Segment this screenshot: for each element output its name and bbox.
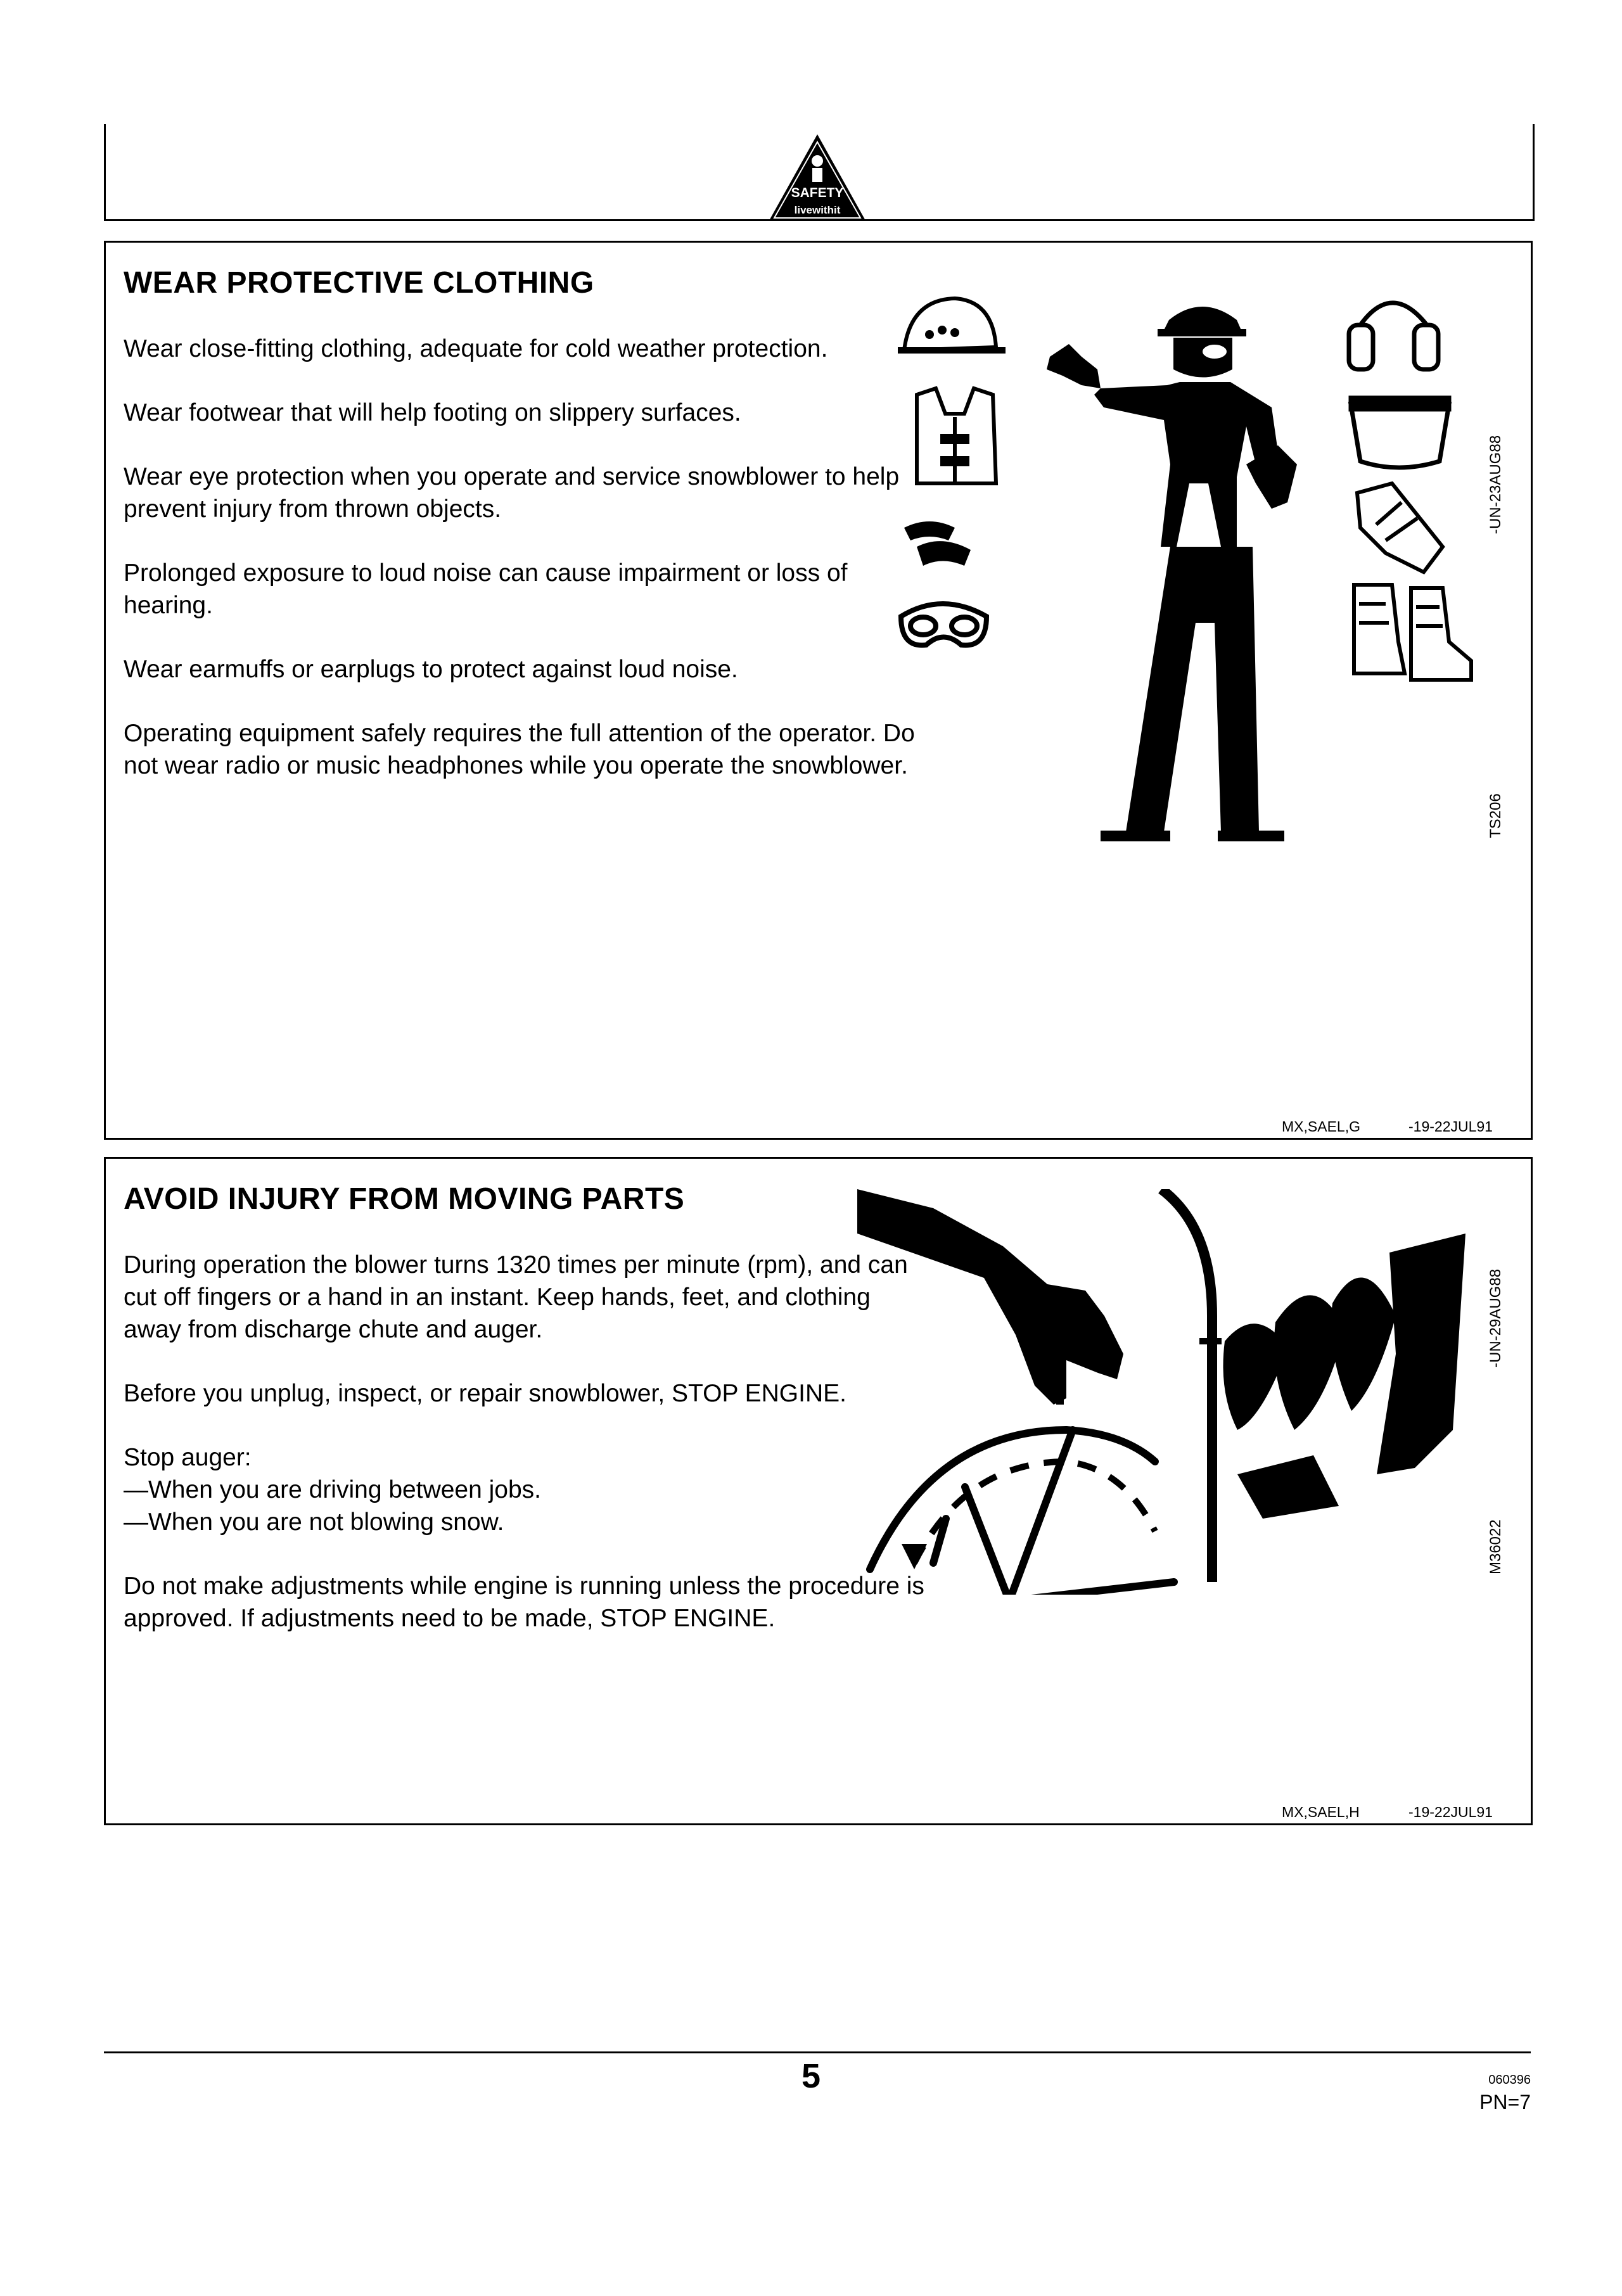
earplugs-icon [904,521,971,566]
life-vest-icon [917,388,996,483]
footer-rule [104,2051,1531,2053]
section-title: WEAR PROTECTIVE CLOTHING [124,266,594,300]
page-pn-code: PN=7 [1479,2091,1531,2114]
gloves-icon [1357,483,1443,572]
paragraph: Do not make adjustments while engine is running unless the procedure is approved. If adjustments need to be made, STOP ENGINE. [124,1572,924,1632]
section-moving-parts: AVOID INJURY FROM MOVING PARTS During operation the blower turns 1320 times per minute (rpm), and can cut off fingers or a hand in an instant. Keep hands, feet, and clothing away from discharge chute and auger. Before you unplug, inspect, or repair snowblower, STOP ENGINE. Stop auger: —When you are driving between jobs. —When you are not blowing snow. Do not make adjustments while engine is running unless the procedure is approved. If adjustments need to be made, STOP ENGINE. M36022 -UN-29AUG88 MX,SAEL,H -19-22JUL91 [104,1157,1533,1825]
paragraph: Wear close-fitting clothing, adequate for cold weather protection. [124,335,828,362]
protective-gear-illustration [891,274,1500,876]
worker-figure-icon [1047,307,1297,841]
auger-icon [1223,1234,1466,1519]
section-title: AVOID INJURY FROM MOVING PARTS [124,1182,685,1216]
paragraph: Prolonged exposure to loud noise can cause impairment or loss of hearing. [124,559,848,619]
section-body [124,333,935,813]
earmuffs-icon [1349,303,1438,369]
housing-icon [1161,1189,1212,1582]
boots-icon [1354,585,1471,680]
auger-hand-illustration [857,1189,1466,1595]
stop-auger-item: —When you are not blowing snow. [124,1508,504,1536]
section-id-left: MX,SAEL,H [1282,1804,1360,1820]
section-id-right: -19-22JUL91 [1408,1804,1493,1820]
paragraph: Operating equipment safely requires the full attention of the operator. Do not wear radio or music headphones while you operate the snowblower. [124,720,915,779]
section-body [124,1249,935,1666]
paragraph: During operation the blower turns 1320 times per minute (rpm), and can cut off fingers or a hand in an instant. Keep hands, feet, and clothing away from discharge chute and auger. [124,1251,908,1343]
stop-auger-item: —When you are driving between jobs. [124,1476,542,1503]
rotation-arrow-icon [914,1462,1155,1563]
impeller-icon [870,1430,1174,1595]
paragraph: Wear footwear that will help footing on slippery surfaces. [124,399,741,426]
logo-text-safety: SAFETY [791,186,844,200]
face-shield-icon [1351,398,1449,468]
section-id-right: -19-22JUL91 [1408,1118,1493,1135]
paragraph: Wear eye protection when you operate and service snowblower to help prevent injury from thrown objects. [124,463,900,523]
stop-auger-list [124,1441,935,1538]
hard-hat-icon [898,298,1006,350]
goggles-icon [901,604,987,645]
doc-date-code: 060396 [1488,2073,1531,2087]
page-number: 5 [801,2057,821,2095]
paragraph: Wear earmuffs or earplugs to protect against loud noise. [124,656,738,683]
hand-icon [857,1189,1123,1405]
safety-alert-logo [768,133,867,222]
paragraph: Before you unplug, inspect, or repair snowblower, STOP ENGINE. [124,1380,846,1407]
logo-text-livewithit: livewithit [794,204,841,216]
section-protective-clothing: WEAR PROTECTIVE CLOTHING Wear close-fitting clothing, adequate for cold weather protection. Wear footwear that will help footing on slippery surfaces. Wear eye protection when you operate and service snowblower to help prevent injury from thrown objects. Prolonged exposure to loud noise can cause impairment or loss of hearing. Wear earmuffs or earplugs to protect against loud noise. Operating equipment safely requires the full attention of the operator. Do not wear radio or music headphones while you operate the snowblower. TS206 -UN-23AUG88 MX,SAEL,G -19-22JUL91 [104,241,1533,1140]
section-id-left: MX,SAEL,G [1282,1118,1360,1135]
stop-auger-heading: Stop auger: [124,1444,252,1471]
